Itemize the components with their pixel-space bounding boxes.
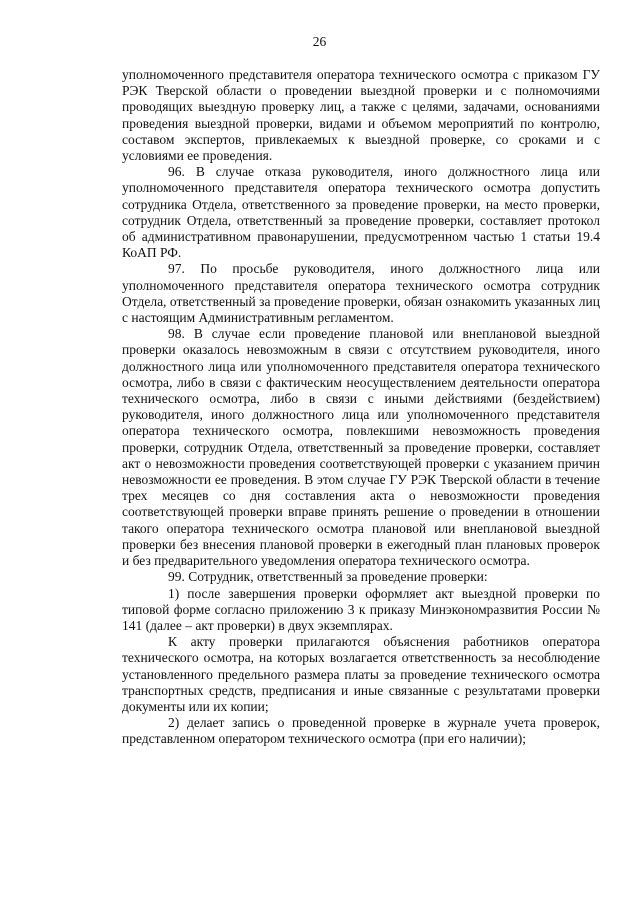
paragraph-96: 96. В случае отказа руководителя, иного должностного лица или уполномоченного представителя оператора технического осмотра допустить сотрудника Отдела, ответственного за проведение проверки, на место проверки, сотрудник Отдела, ответственный за проведение проверки, составляет протокол об административном правонарушении, предусмотренном частью 1 статьи 19.4 КоАП РФ. xyxy=(122,164,600,261)
page-number: 26 xyxy=(312,34,327,49)
paragraph-99: 99. Сотрудник, ответственный за проведение проверки: xyxy=(168,569,488,585)
document-body xyxy=(122,67,600,748)
paragraph-98: 98. В случае если проведение плановой или внеплановой выездной проверки оказалось невозможным в связи с отсутствием руководителя, иного должностного лица или уполномоченного представителя оператора технического осмотра, либо в связи с фактическим неосуществлением деятельности оператора технического осмотра, либо в связи с иными действиями (бездействием) руководителя, иного должностного лица или уполномоченного представителя оператора технического осмотра, повлекшими невозможность проведения проверки, сотрудник Отдела, ответственный за проведение проверки, составляет акт о невозможности проведения соответствующей проверки с указанием причин невозможности ее проведения. В этом случае ГУ РЭК Тверской области в течение трех месяцев со дня составления акта о невозможности проведения соответствующей проверки вправе принять решение о проведении в отношении такого оператора технического осмотра плановой или внеплановой выездной проверки без внесения плановой проверки в ежегодный план плановых проверок и без предварительного уведомления оператора технического осмотра. xyxy=(122,326,600,569)
paragraph-97: 97. По просьбе руководителя, иного должностного лица или уполномоченного представителя оператора технического осмотра сотрудник Отдела, ответственный за проведение проверки, обязан ознакомить указанных лиц с настоящим Административным регламентом. xyxy=(122,261,600,326)
paragraph-continuation: уполномоченного представителя оператора технического осмотра с приказом ГУ РЭК Тверской области о проведении выездной проверки и с полномочиями проводящих выездную проверку лиц, а также с целями, задачами, основаниями проведения выездной проверки, видами и объемом мероприятий по контролю, составом экспертов, привлекаемых к выездной проверке, со сроками и с условиями ее проведения. xyxy=(122,67,600,164)
paragraph-99-item-2: 2) делает запись о проведенной проверке в журнале учета проверок, представленном оператором технического осмотра (при его наличии); xyxy=(122,715,600,747)
paragraph-99-item-1: 1) после завершения проверки оформляет акт выездной проверки по типовой форме согласно приложению 3 к приказу Минэкономразвития России № 141 (далее – акт проверки) в двух экземплярах. xyxy=(122,585,600,633)
paragraph-attachments: К акту проверки прилагаются объяснения работников оператора технического осмотра, на которых возлагается ответственность за несоблюдение установленного предельного размера платы за проведение технического осмотра транспортных средств, предписания и иные связанные с результатами проверки документы или их копии; xyxy=(122,634,600,714)
